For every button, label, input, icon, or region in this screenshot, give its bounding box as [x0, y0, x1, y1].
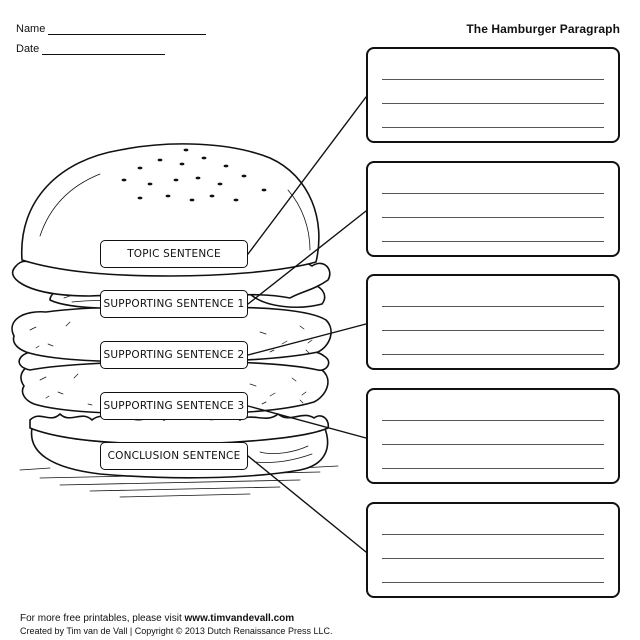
supporting-sentence-1-box[interactable]	[366, 161, 620, 257]
writing-line	[382, 420, 604, 421]
writing-line	[382, 534, 604, 535]
footer-copyright: Created by Tim van de Vall | Copyright © 2013 Dutch Renaissance Press LLC.	[20, 626, 333, 636]
writing-line	[382, 330, 604, 331]
conclusion-sentence-box[interactable]	[366, 502, 620, 598]
footer	[20, 612, 332, 638]
writing-line	[382, 193, 604, 194]
topic-sentence-label: TOPIC SENTENCE	[100, 240, 248, 268]
date-label: Date	[16, 43, 40, 55]
page-title: The Hamburger Paragraph	[466, 22, 620, 36]
supporting-sentence-3-label: SUPPORTING SENTENCE 3	[100, 392, 248, 420]
topic-sentence-box[interactable]	[366, 47, 620, 143]
writing-line	[382, 354, 604, 355]
supporting-sentence-2-label: SUPPORTING SENTENCE 2	[100, 341, 248, 369]
writing-line	[382, 306, 604, 307]
conclusion-sentence-label: CONCLUSION SENTENCE	[100, 442, 248, 470]
supporting-sentence-1-label: SUPPORTING SENTENCE 1	[100, 290, 248, 318]
writing-line	[382, 444, 604, 445]
name-label: Name	[16, 23, 46, 35]
supporting-sentence-3-box[interactable]	[366, 388, 620, 484]
footer-prefix: For more free printables, please visit	[20, 613, 185, 624]
website-link[interactable]: www.timvandevall.com	[184, 613, 295, 624]
writing-line	[382, 468, 604, 469]
writing-line	[382, 103, 604, 104]
writing-line	[382, 558, 604, 559]
writing-line	[382, 582, 604, 583]
writing-line	[382, 217, 604, 218]
writing-line	[382, 127, 604, 128]
footer-line-1	[20, 612, 332, 625]
writing-line	[382, 79, 604, 80]
supporting-sentence-2-box[interactable]	[366, 274, 620, 370]
writing-line	[382, 241, 604, 242]
